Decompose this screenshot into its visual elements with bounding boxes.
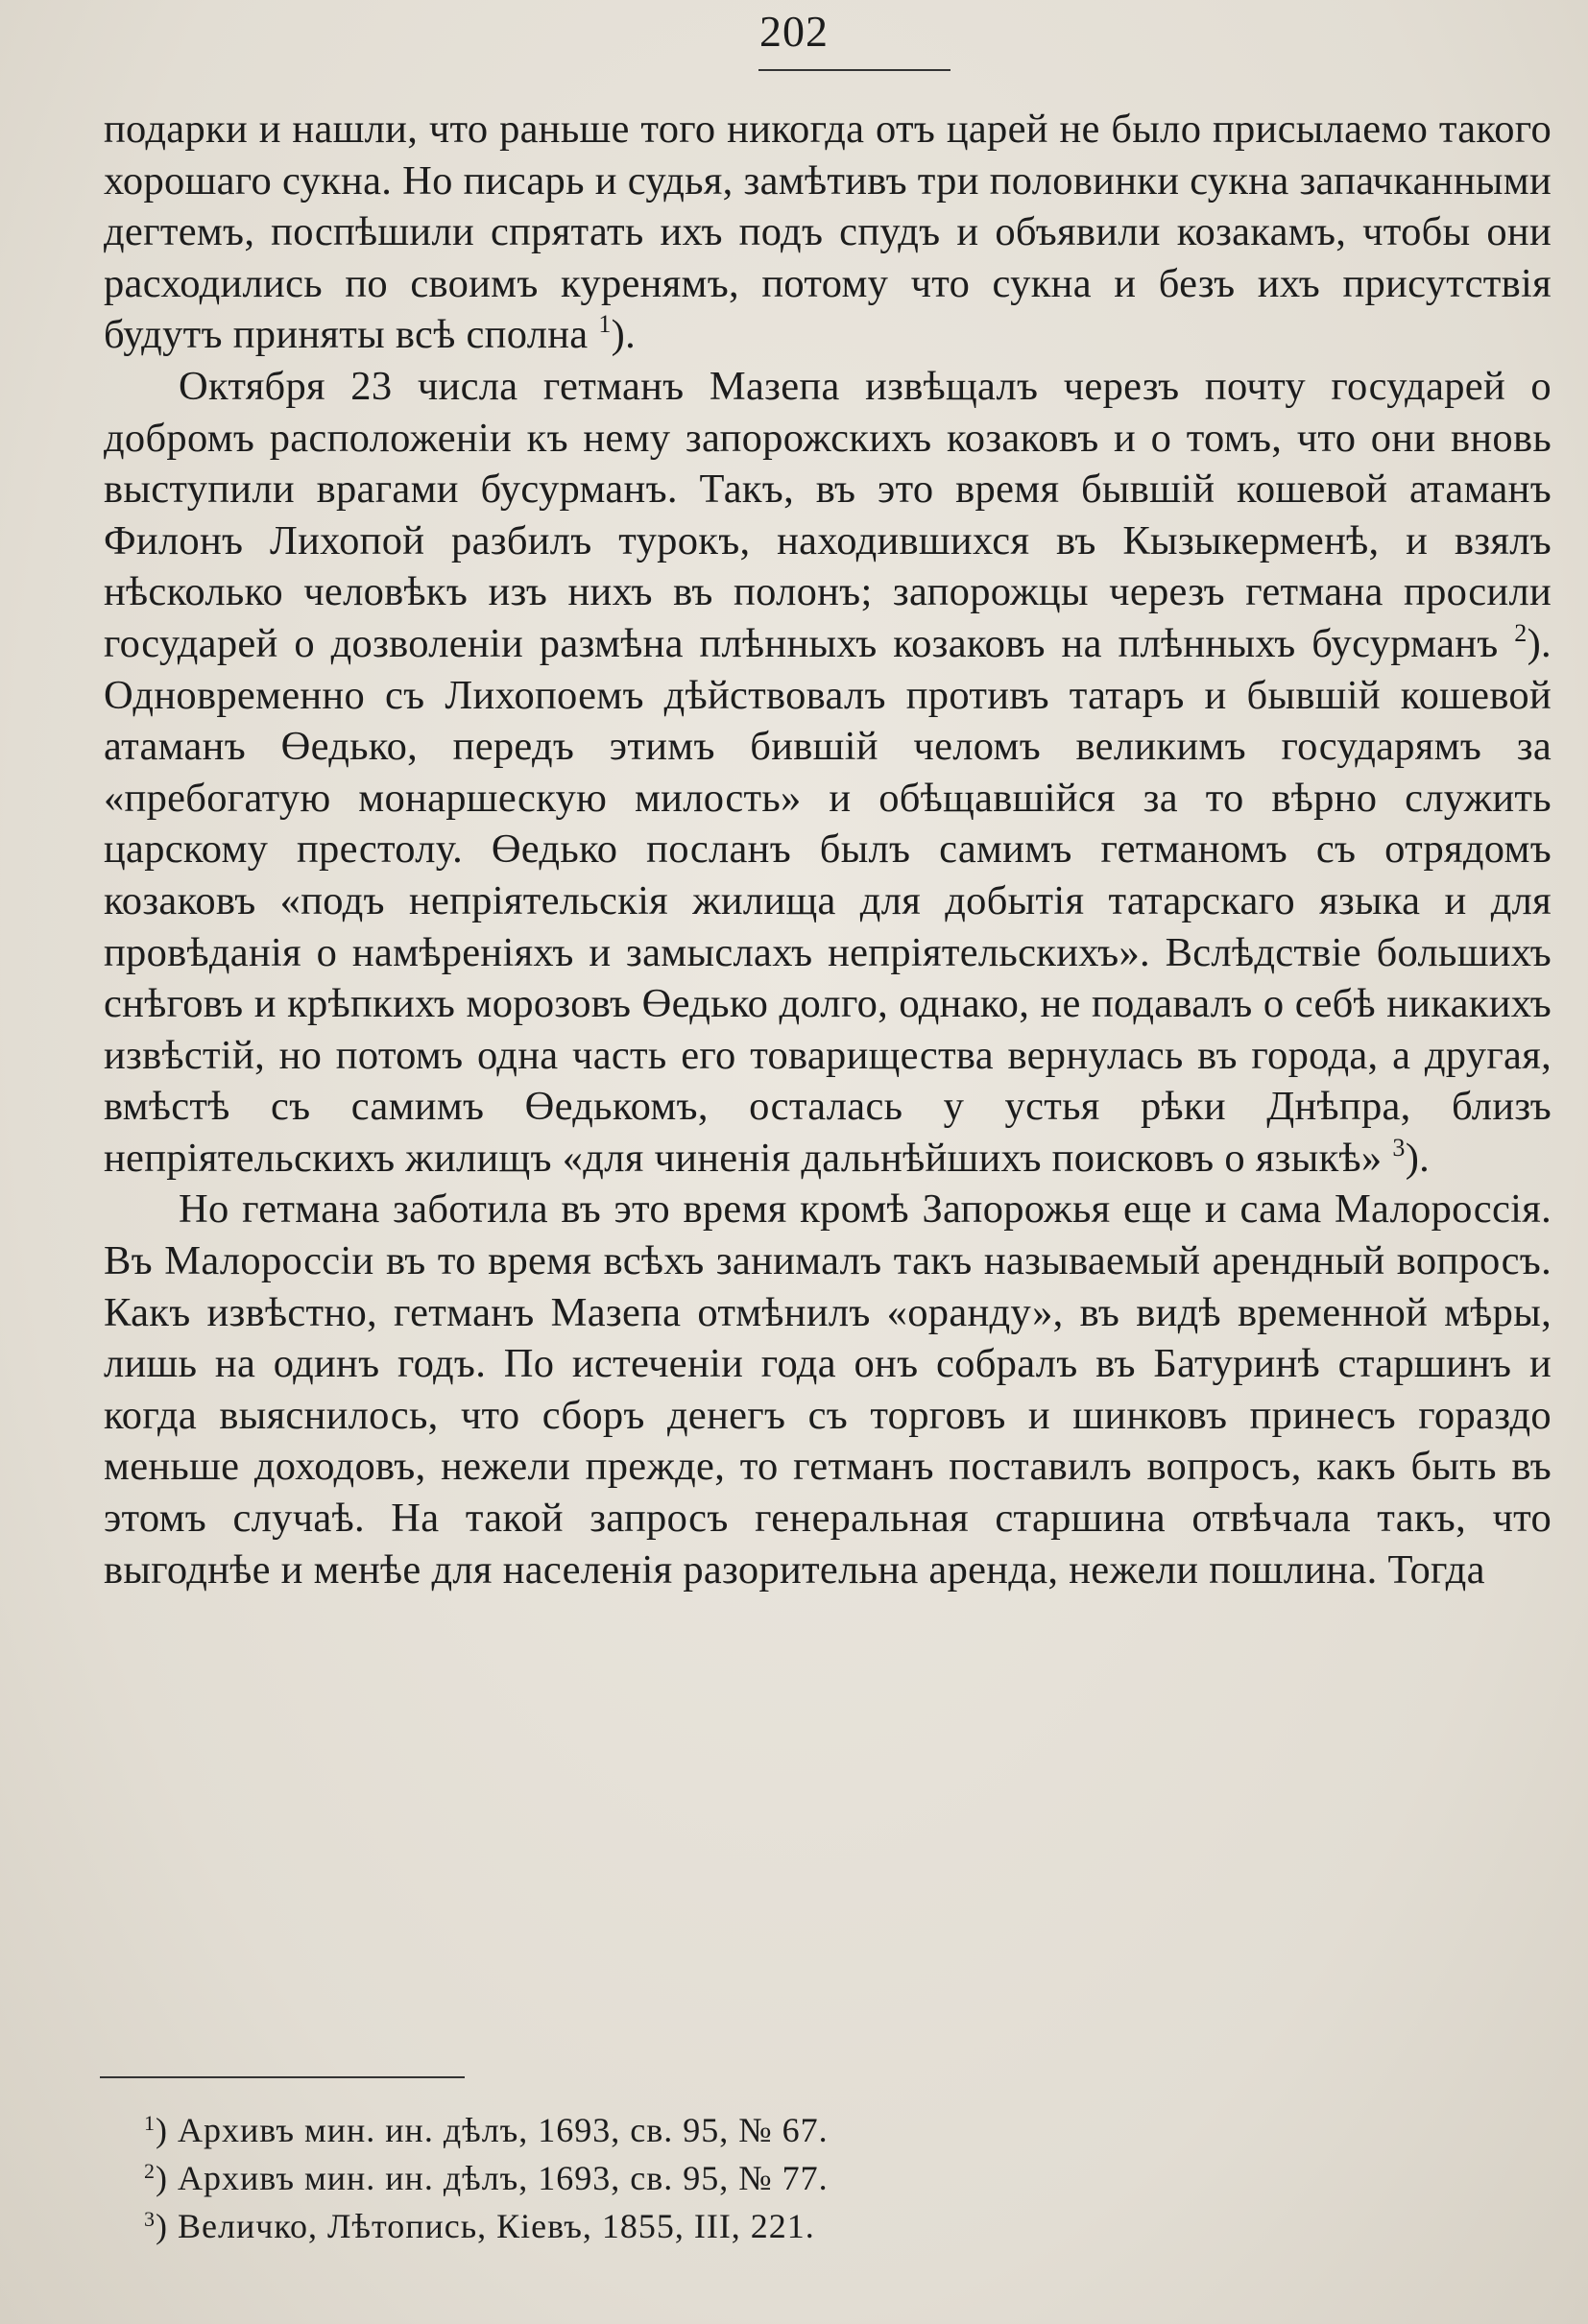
footnote-mark-1: 1 xyxy=(144,2111,156,2135)
footnote-1: $^1$) Архивъ мин. ин. дѣлъ, 1693, св. 95, № 67. xyxy=(144,2111,829,2149)
page-number: 202 xyxy=(759,7,829,56)
footnote-text-1: Архивъ мин. ин. дѣлъ, 1693, св. 95, № 67. xyxy=(178,2111,829,2149)
paragraph-1-text: подарки и нашли, что раньше того никогда отъ царей не было присылаемо такого хорошаго сукна. Но писарь и судья, замѣтивъ три половинки сукна запачканными дегтемъ, поспѣшили спрятать ихъ подъ спудъ и объявили козакамъ, чтобы они расходились по своимъ куренямъ, потому что сукна и безъ ихъ присутствія будутъ приняты всѣ сполна xyxy=(104,107,1552,358)
body-text xyxy=(104,104,1552,1595)
footnote-mark-2: 2 xyxy=(144,2159,156,2183)
paragraph-1: подарки и нашли, что раньше того никогда отъ царей не было присылаемо такого хорошаго сукна. Но писарь и судья, замѣтивъ три половинки сукна запачканными дегтемъ, поспѣшили спрятать ихъ подъ спудъ и объявили козакамъ, чтобы они расходились по своимъ куренямъ, потому что сукна и безъ ихъ присутствія будутъ приняты всѣ сполна $^1$). xyxy=(104,107,1552,358)
footnotes xyxy=(144,2106,1392,2250)
footnote-3: $^3$) Величко, Лѣтопись, Кіевъ, 1855, III, 221. xyxy=(144,2207,815,2245)
paragraph-2-text: Октября 23 числа гетманъ Мазепа извѣщалъ черезъ почту государей о добромъ расположеніи къ нему запорожскихъ козаковъ и о томъ, что они вновь выступили врагами бусурманъ. Такъ, въ это время бывшій кошевой атаманъ Филонъ Лихопой разбилъ турокъ, находившихся въ Кызыкерменѣ, и взялъ нѣсколько человѣкъ изъ нихъ въ полонъ; запорожцы черезъ гетмана просили государей о дозволеніи размѣна плѣнныхъ козаковъ на плѣнныхъ бусурманъ xyxy=(104,363,1552,666)
footnote-text-3: Величко, Лѣтопись, Кіевъ, 1855, III, 221. xyxy=(178,2207,815,2245)
paragraph-3 xyxy=(104,1184,1552,1595)
footnote-text-2: Архивъ мин. ин. дѣлъ, 1693, св. 95, № 77. xyxy=(178,2159,829,2197)
footnote-ref-3: 3 xyxy=(1392,1133,1406,1162)
paragraph-2-cont: Одновременно съ Лихопоемъ дѣйствовалъ противъ татаръ и бывшій кошевой атаманъ Өедько, передъ этимъ бившій челомъ великимъ государямъ за «пребогатую монаршескую милость» и обѣщавшійся за то вѣрно служить царскому престолу. Өедько посланъ былъ самимъ гетманомъ съ отрядомъ козаковъ «подъ непріятельскія жилища для добытія татарскаго языка и для провѣданія о намѣреніяхъ и замыслахъ непріятельскихъ». Вслѣдствіе большихъ снѣговъ и крѣпкихъ морозовъ Өедько долго, однако, не подавалъ о себѣ никакихъ извѣстій, но потомъ одна часть его товарищества вернулась въ города, а другая, вмѣстѣ съ самимъ Өедькомъ, осталась у устья рѣки Днѣпра, близъ непріятельскихъ жилищъ «для чиненія дальнѣйшихъ поисковъ о языкѣ» xyxy=(104,672,1552,1181)
footnote-2: $^2$) Архивъ мин. ин. дѣлъ, 1693, св. 95, № 77. xyxy=(144,2159,829,2197)
paragraph-3-text: Но гетмана заботила въ это время кромѣ Запорожья еще и сама Малороссія. Въ Малороссіи въ то время всѣхъ занималъ такъ называемый арендный вопросъ. Какъ извѣстно, гетманъ Мазепа отмѣнилъ «оранду», въ видѣ временной мѣры, лишь на одинъ годъ. По истеченіи года онъ собралъ въ Батуринѣ старшинъ и когда выяснилось, что сборъ денегъ съ торговъ и шинковъ принесъ гораздо меньше доходовъ, нежели прежде, то гетманъ поставилъ вопросъ, какъ быть въ этомъ случаѣ. На такой запросъ генеральная старшина отвѣчала такъ, что выгоднѣе и менѣе для населенія разорительна аренда, нежели пошлина. Тогда xyxy=(104,1186,1552,1593)
paragraph-2: Октября 23 числа гетманъ Мазепа извѣщалъ черезъ почту государей о добромъ расположеніи къ нему запорожскихъ козаковъ и о томъ, что они вновь выступили врагами бусурманъ. Такъ, въ это время бывшій кошевой атаманъ Филонъ Лихопой разбилъ турокъ, находившихся въ Кызыкерменѣ, и взялъ нѣсколько человѣкъ изъ нихъ въ полонъ; запорожцы черезъ гетмана просили государей о дозволеніи размѣна плѣнныхъ козаковъ на плѣнныхъ бусурманъ $^2$). Одновременно съ Лихопоемъ дѣйствовалъ противъ татаръ и бывшій кошевой атаманъ Өедько, передъ этимъ бившій челомъ великимъ государямъ за «пребогатую монаршескую милость» и обѣщавшійся за то вѣрно служить царскому престолу. Өедько посланъ былъ самимъ гетманомъ съ отрядомъ козаковъ «подъ непріятельскія жилища для добытія татарскаго языка и для провѣданія о намѣреніяхъ и замыслахъ непріятельскихъ». Вслѣдствіе большихъ снѣговъ и крѣпкихъ морозовъ Өедько долго, однако, не подавалъ о себѣ никакихъ извѣстій, но потомъ одна часть его товарищества вернулась въ города, а другая, вмѣстѣ съ самимъ Өедькомъ, осталась у устья рѣки Днѣпра, близъ непріятельскихъ жилищъ «для чиненія дальнѣйшихъ поисковъ о языкѣ» $^3$). xyxy=(104,363,1552,1181)
footnote-mark-3: 3 xyxy=(144,2207,156,2231)
footnote-rule xyxy=(100,2076,465,2078)
footnote-ref-1: 1 xyxy=(598,310,612,339)
header-rule xyxy=(758,69,950,71)
footnote-ref-2: 2 xyxy=(1514,618,1528,647)
